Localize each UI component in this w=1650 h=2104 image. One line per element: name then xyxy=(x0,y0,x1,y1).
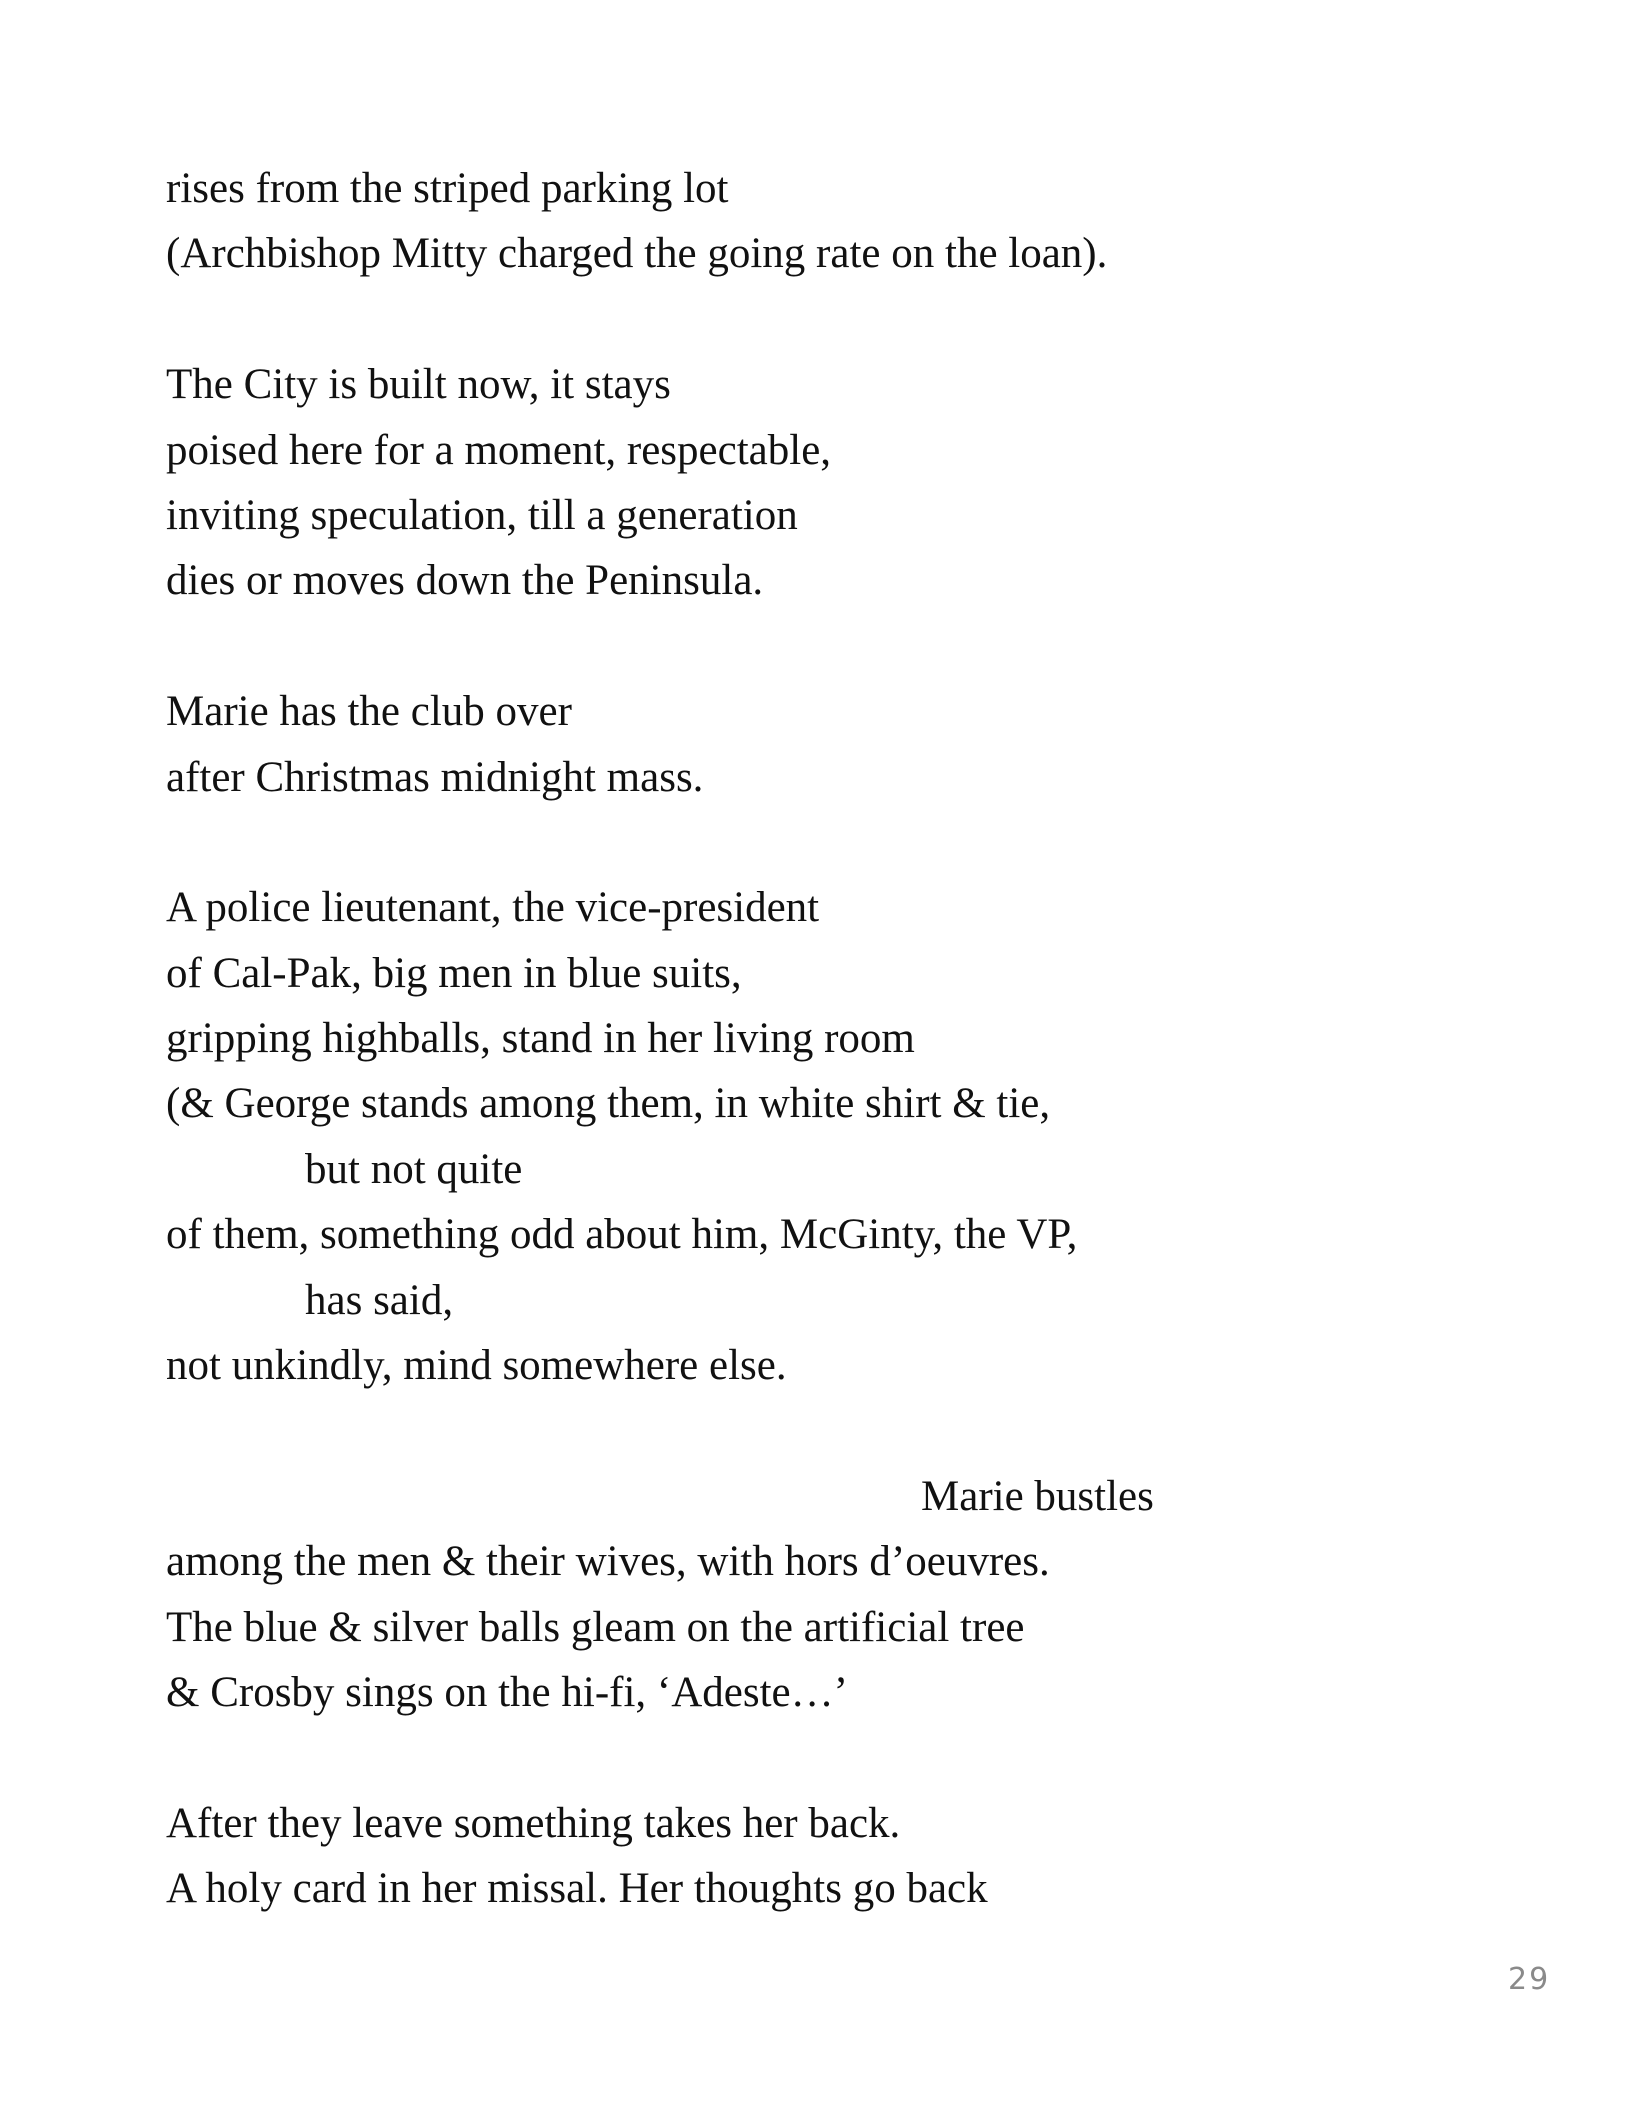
poem-line: of Cal-Pak, big men in blue suits, xyxy=(166,949,742,997)
stanza-break xyxy=(166,614,1466,679)
poem-line-indented: has said, xyxy=(305,1276,454,1324)
poem-line: The blue & silver balls gleam on the artificial tree xyxy=(166,1603,1025,1651)
poem-line: The City is built now, it stays xyxy=(166,361,671,409)
stanza-break xyxy=(166,1725,1466,1790)
poem-line: not unkindly, mind somewhere else. xyxy=(166,1342,787,1390)
poem-line: after Christmas midnight mass. xyxy=(166,753,704,801)
poem-line: & Crosby sings on the hi-fi, ‘Adeste…’ xyxy=(166,1668,848,1716)
poem-line: A holy card in her missal. Her thoughts go back xyxy=(166,1865,988,1913)
stanza-break xyxy=(166,810,1466,875)
poem-line: gripping highballs, stand in her living room xyxy=(166,1015,915,1063)
poem-line: inviting speculation, till a generation xyxy=(166,491,798,539)
page-number: 29 xyxy=(1508,1962,1551,1997)
stanza-break xyxy=(166,1398,1466,1463)
poem-line: of them, something odd about him, McGinty, the VP, xyxy=(166,1211,1078,1259)
poem-line: dies or moves down the Peninsula. xyxy=(166,557,764,605)
poem-line-indented: but not quite xyxy=(305,1145,523,1193)
poem-line: poised here for a moment, respectable, xyxy=(166,426,832,474)
poem-text xyxy=(166,156,1466,1922)
poem-line: Marie has the club over xyxy=(166,688,572,736)
poem-line: among the men & their wives, with hors d’oeuvres. xyxy=(166,1538,1050,1586)
poem-line: (Archbishop Mitty charged the going rate on the loan). xyxy=(166,230,1108,278)
poem-line: rises from the striped parking lot xyxy=(166,165,729,212)
poem-line: (& George stands among them, in white shirt & tie, xyxy=(166,1080,1051,1128)
poem-line: A police lieutenant, the vice-president xyxy=(166,884,820,932)
stanza-break xyxy=(166,287,1466,352)
poem-line-dropped: Marie bustles xyxy=(921,1472,1154,1520)
poem-line: After they leave something takes her back. xyxy=(166,1799,901,1847)
